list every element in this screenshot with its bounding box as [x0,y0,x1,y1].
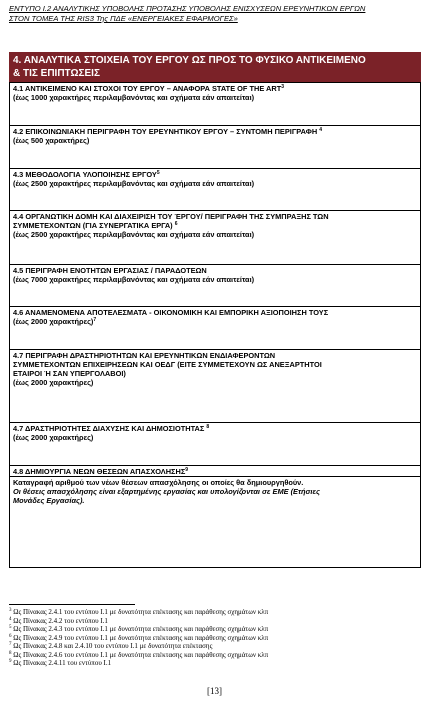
section-note: (έως 500 χαρακτήρες) [13,136,90,145]
banner-line-1: 4. ΑΝΑΛΥΤΙΚΑ ΣΤΟΙΧΕΙΑ ΤΟΥ ΕΡΓΟΥ ΩΣ ΠΡΟΣ ΤΟ ΦΥΣΙΚΟ ΑΝΤΙΚΕΙΜΕΝΟ [13,55,366,66]
sections-table [9,82,421,568]
footnote-3: $^3$ Ως Πίνακας 2.4.1 του εντύπου Ι.1 με δυνατότητα επέκτασης και παράθεσης σχημάτων κλπ [9,608,269,616]
page-number: [13] [207,686,222,696]
footnote-6: $^6$ Ως Πίνακας 2.4.9 του εντύπου Ι.1 με δυνατότητα επέκτασης και παράθεσης σχημάτων κλπ [9,633,269,642]
section-note: (έως 2500 χαρακτήρες περιλαμβανόντας και σχήματα εάν απαιτείται) [13,179,255,188]
section-title-line-2: ΣΥΜΜΕΤΕΧΟΝΤΩΝ ΕΠΙΧΕΙΡΗΣΕΩΝ ΚΑΙ ΟΕΔΓ (ΕΙΤΕ ΣΥΜΜΕΤΕΧΟΥΝ ΩΣ ΑΝΕΞΑΡΤΗΤΟΙ [13,360,322,369]
section-title: 4.3 ΜΕΘΟΔΟΛΟΓΙΑ ΥΛΟΠΟΙΗΣΗΣ ΕΡΓΟΥ$^5$ [13,170,160,179]
section-note: (έως 2500 χαρακτήρες περιλαμβανόντας και σχήματα εάν απαιτείται) [13,230,255,239]
section-title: 4.2 ΕΠΙΚΟΙΝΩΝΙΑΚΗ ΠΕΡΙΓΡΑΦΗ ΤΟΥ ΕΡΕΥΝΗΤΙΚΟΥ ΕΡΓΟΥ – ΣΥΝΤΟΜΗ ΠΕΡΙΓΡΑΦΗ $^4$ [13,127,323,136]
section-note: (έως 1000 χαρακτήρες περιλαμβανόντας και σχήματα εάν απαιτείται) [13,93,255,102]
section-row-4-6 [10,306,420,349]
section-note: (έως 2000 χαρακτήρες) [13,433,94,442]
footnote-8: $^8$ Ως Πίνακας 2.4.6 του εντύπου Ι.1 με δυνατότητα επέκτασης και παράθεσης σχημάτων κλπ [9,650,269,659]
section-italic-note-1: Οι θέσεις απασχόλησης είναι εξαρτημένης εργασίας και υπολογίζονται σε ΕΜΕ (Ετήσιες [13,487,320,496]
section-title: 4.4 ΟΡΓΑΝΩΤΙΚΗ ΔΟΜΗ ΚΑΙ ΔΙΑΧΕΙΡΙΣΗ ΤΟΥ ΈΡΓΟΥ/ ΠΕΡΙΓΡΑΦΗ ΤΗΣ ΣΥΜΠΡΑΞΗΣ ΤΩΝ [13,212,329,221]
footnote-7: $^7$ Ως Πίνακας 2.4.8 και 2.4.10 του εντύπου Ι.1 με δυνατότητα επέκτασης [9,642,213,650]
section-title: 4.7 ΠΕΡΙΓΡΑΦΗ ΔΡΑΣΤΗΡΙΟΤΗΤΩΝ ΚΑΙ ΕΡΕΥΝΗΤΙΚΩΝ ΕΝΔΙΑΦΕΡΟΝΤΩΝ [13,351,276,360]
section-row-4-1 [10,82,420,125]
section-title: 4.6 ΑΝΑΜΕΝΟΜΕΝΑ ΑΠΟΤΕΛΕΣΜΑΤΑ - ΟΙΚΟΝΟΜΙΚΗ ΚΑΙ ΕΜΠΟΡΙΚΗ ΑΞΙΟΠΟΙΗΣΗ ΤΟΥΣ [13,308,329,317]
section-title: 4.7 ΔΡΑΣΤΗΡΙΟΤΗΤΕΣ ΔΙΑΧΥΣΗΣ ΚΑΙ ΔΗΜΟΣΙΟΤΗΤΑΣ $^8$ [13,424,210,433]
section-note: Καταγραφή αριθμού των νέων θέσεων απασχόλησης οι οποίες θα δημιουργηθούν. [10,476,420,487]
section-row-4-8 [10,465,420,567]
header-line-1: ΕΝΤΥΠΟ Ι.2 ΑΝΑΛΥΤΙΚΗΣ ΥΠΟΒΟΛΗΣ ΠΡΟΤΑΣΗΣ ΥΠΟΒΟΛΗΣ ΕΝΙΣΧΥΣΕΩΝ ΕΡΕΥΝΗΤΙΚΩΝ ΕΡΓΩΝ [9,4,366,13]
section-row-4-3 [10,168,420,210]
footnote-5: $^5$ Ως Πίνακας 2.4.3 του εντύπου Ι.1 με δυνατότητα επέκτασης και παράθεσης σχημάτων κλπ [9,625,269,633]
section-title: 4.8 ΔΗΜΙΟΥΡΓΙΑ ΝΕΩΝ ΘΕΣΕΩΝ ΑΠΑΣΧΟΛΗΣΗΣ$^9$ [13,467,189,476]
section-italic-note-2: Μονάδες Εργασίας). [13,496,85,505]
footnote-separator [9,604,135,605]
section-title: 4.5 ΠΕΡΙΓΡΑΦΗ ΕΝΟΤΗΤΩΝ ΕΡΓΑΣΙΑΣ / ΠΑΡΑΔΟΤΕΩΝ [13,266,207,275]
document-header [9,4,421,24]
section-row-4-7-activities [10,349,420,422]
section-note: (έως 2000 χαρακτήρες) [13,378,94,387]
section-title-line-2: ΣΥΜΜΕΤΕΧΟΝΤΩΝ (ΓΙΑ ΣΥΝΕΡΓΑΤΙΚΑ ΕΡΓΑ) $^6$ [13,221,178,230]
section-row-4-7-dissemination [10,422,420,465]
section-note: (έως 2000 χαρακτήρες)$^7$ [13,317,97,326]
header-line-2: ΣΤΟΝ ΤΟΜΕΑ ΤΗΣ RIS3 Της ΠΔΕ «ΕΝΕΡΓΕΙΑΚΕΣ ΕΦΑΡΜΟΓΕΣ» [9,14,238,23]
section-title-line-3: ΕΤΑΙΡΟΙ Ή ΣΑΝ ΥΠΕΡΓΟΛΑΒΟΙ) [13,369,126,378]
section-title: 4.1 ΑΝΤΙΚΕΙΜΕΝΟ ΚΑΙ ΣΤΟΧΟΙ ΤΟΥ ΕΡΓΟΥ – ΑΝΑΦΟΡΑ STATE OF THE ART$^3$ [13,84,285,93]
footnotes [9,608,421,668]
footnote-9: $^9$ Ως Πίνακας 2.4.11 του εντύπου Ι.1 [9,659,112,667]
banner-line-2: & ΤΙΣ ΕΠΙΠΤΩΣΕΙΣ [13,68,100,79]
footnote-4: $^4$ Ως Πίνακας 2.4.2 του εντύπου Ι.1 [9,616,108,625]
section-banner [9,52,421,82]
section-note: (έως 7000 χαρακτήρες περιλαμβανόντας και σχήματα εάν απαιτείται) [13,275,255,284]
section-row-4-2 [10,125,420,168]
section-row-4-4 [10,210,420,264]
section-row-4-5 [10,264,420,306]
